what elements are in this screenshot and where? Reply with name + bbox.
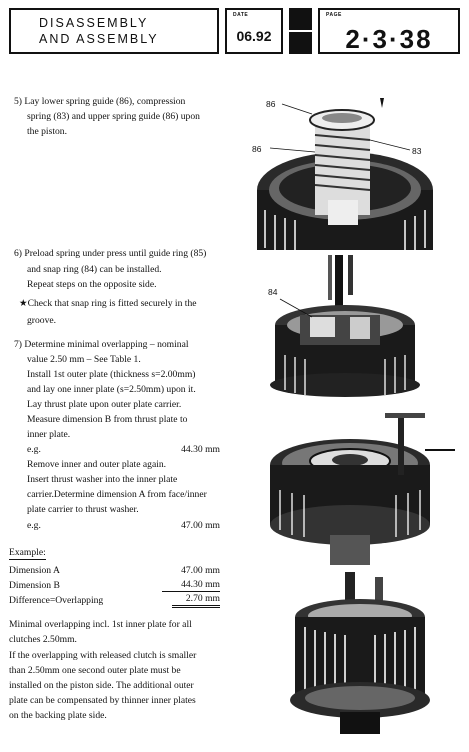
example-row-b-value: 44.30 mm: [162, 578, 220, 592]
step7-eg2-label: e.g.: [27, 520, 41, 531]
photo-snap-ring-press: [240, 255, 460, 400]
footer-line1: Minimal overlapping incl. 1st inner plate for all: [9, 619, 192, 630]
step6-line2: and snap ring (84) can be installed.: [27, 264, 162, 275]
footer-line7: on the backing plate side.: [9, 710, 107, 721]
step7-line7: inner plate.: [27, 429, 71, 440]
step6-note-line1: ★Check that snap ring is fitted securely in the: [19, 298, 197, 309]
page-box: [318, 8, 460, 54]
header-divider-block: [289, 8, 312, 54]
footer-line5: installed on the piston side. The additional outer: [9, 680, 194, 691]
photo-outer-plate-carrier: [250, 572, 460, 737]
date-value: 06.92: [236, 28, 272, 44]
example-heading: Example:: [9, 547, 46, 558]
callout-86-upper: 86: [266, 99, 276, 109]
step7-eg1-value: 44.30 mm: [181, 444, 220, 455]
step5-line3: the piston.: [27, 126, 67, 137]
section-title-line1: DISASSEMBLY: [39, 16, 149, 30]
step7-eg2-value: 47.00 mm: [181, 520, 220, 531]
footer-line6: plate can be compensated by thinner inner plates: [9, 695, 196, 706]
page-number: 2·3·38: [345, 24, 433, 54]
step7-line10: carrier.Determine dimension A from face/inner: [27, 489, 207, 500]
step7-line1: 7) Determine minimal overlapping – nominal: [14, 339, 189, 350]
step5-line1: 5) Lay lower spring guide (86), compression: [14, 96, 186, 107]
callout-83: 83: [412, 146, 422, 156]
callout-86-lower: 86: [252, 144, 262, 154]
step7-line9: Insert thrust washer into the inner plate: [27, 474, 178, 485]
photo-measure-plates: [250, 405, 460, 570]
page-label: PAGE: [326, 12, 342, 18]
callout-84: 84: [268, 287, 278, 297]
date-box: [225, 8, 283, 54]
section-title-line2: AND ASSEMBLY: [39, 32, 159, 46]
example-row-a-value: 47.00 mm: [181, 565, 220, 576]
photo-spring-guides: [240, 80, 460, 255]
footer-line4: than 2.50mm one second outer plate must be: [9, 665, 181, 676]
step6-note-line2: groove.: [27, 315, 57, 326]
step7-eg1-label: e.g.: [27, 444, 41, 455]
section-title-box: [9, 8, 219, 54]
footer-line3: If the overlapping with released clutch is smaller: [9, 650, 197, 661]
example-row-a-label: Dimension A: [9, 565, 60, 576]
step7-line11: plate carrier to thrust washer.: [27, 504, 139, 515]
step7-line3: Install 1st outer plate (thickness s=2.00mm): [27, 369, 196, 380]
step7-line5: Lay thrust plate upon outer plate carrier.: [27, 399, 182, 410]
footer-line2: clutches 2.50mm.: [9, 634, 77, 645]
example-row-diff-label: Difference=Overlapping: [9, 595, 104, 606]
step6-line1: 6) Preload spring under press until guide ring (85): [14, 248, 207, 259]
step6-line3: Repeat steps on the opposite side.: [27, 279, 157, 290]
date-label: DATE: [233, 12, 249, 18]
example-row-b-label: Dimension B: [9, 580, 60, 591]
example-row-diff-value: 2.70 mm: [172, 593, 220, 608]
step5-line2: spring (83) and upper spring guide (86) upon: [27, 111, 200, 122]
step7-line4: and lay one inner plate (s=2.50mm) upon it.: [27, 384, 196, 395]
step7-line6: Measure dimension B from thrust plate to: [27, 414, 188, 425]
step7-line2: value 2.50 mm – See Table 1.: [27, 354, 141, 365]
step7-line8: Remove inner and outer plate again.: [27, 459, 167, 470]
